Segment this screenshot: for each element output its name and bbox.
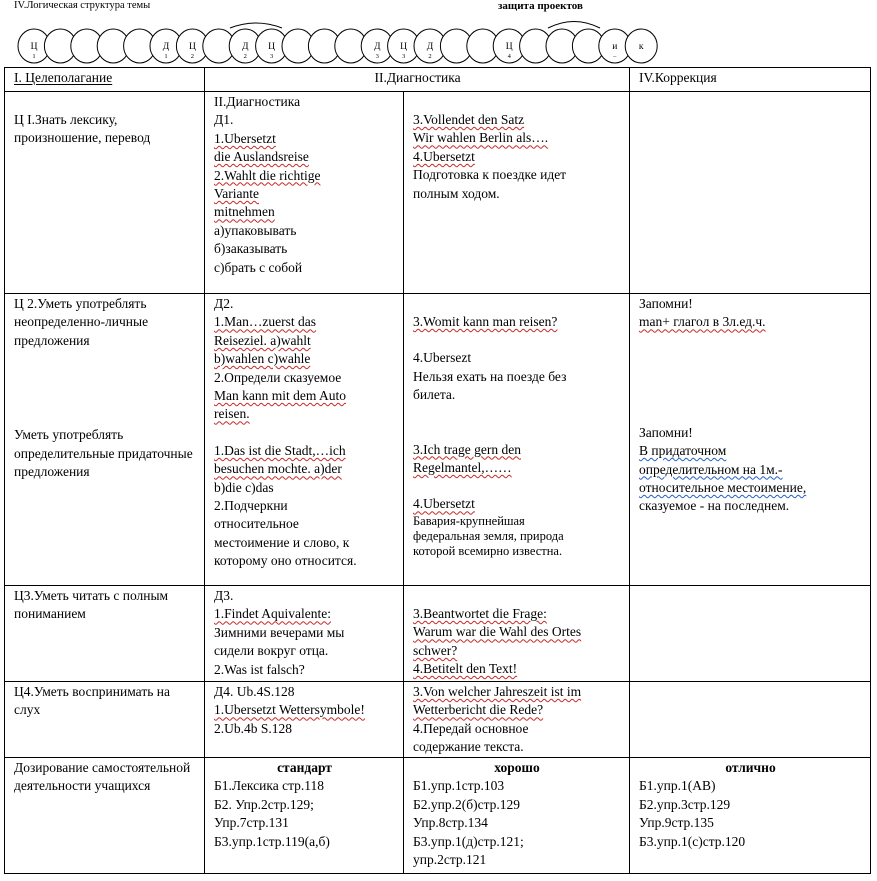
diag-line: 4.Ubersezt xyxy=(413,350,472,366)
diag-line: Д4. Ub.4S.128 xyxy=(214,684,295,699)
note-text: определительном на 1м.- xyxy=(639,461,783,477)
project-defense-label: защита проектов xyxy=(498,0,583,12)
diag-4a-cell xyxy=(205,682,404,758)
note-line: Запомни! xyxy=(639,424,693,440)
goal-2-text: Ц 2.Уметь употреблять неопределенно-личные предложения xyxy=(14,296,149,348)
diag-line: Подготовка к поездке идет xyxy=(413,167,567,183)
diag-line: b)die c)das xyxy=(214,479,274,495)
diag-line xyxy=(413,605,621,623)
diag-line: относительное xyxy=(214,516,299,532)
chain-node-label: Ц xyxy=(30,42,38,52)
dosage-cell xyxy=(5,758,205,874)
diag-line xyxy=(214,130,395,148)
diag-line: которой всемирно известна. xyxy=(413,543,563,558)
chain-node-subscript: 4 xyxy=(507,53,511,60)
task-line: Б2. Упр.2стр.129; xyxy=(214,796,314,812)
diag-text: Variante xyxy=(214,186,259,202)
goal-2-cell xyxy=(5,294,205,586)
goal-4-cell xyxy=(5,682,205,758)
diag-line: 2.Подчеркни xyxy=(214,498,288,514)
diag-1b-cell xyxy=(404,92,630,294)
chain-node-subscript: 1 xyxy=(164,53,168,60)
task-line: Б2.упр.3стр.129 xyxy=(639,796,731,812)
logic-chain-diagram xyxy=(0,0,877,72)
diag-3b-cell xyxy=(404,586,630,682)
task-line: Б1.упр.1(AB) xyxy=(639,778,716,794)
note-line: Запомни! xyxy=(639,296,693,311)
lesson-plan-table xyxy=(4,67,871,874)
diag-line xyxy=(214,203,395,221)
standard-cell xyxy=(205,758,404,874)
diag-4b-cell xyxy=(404,682,630,758)
diag-text: reisen. xyxy=(214,406,250,422)
chain-node-subscript: 2 xyxy=(243,53,247,60)
diag-text: 4.Ubersetzt xyxy=(413,148,475,164)
diag-line: 4.Передай основное xyxy=(413,720,529,736)
diag-line: Д1. xyxy=(214,112,234,128)
diag-text: 3.Ich trage gern den xyxy=(413,441,521,457)
diag-3a-cell xyxy=(205,586,404,682)
diag-line: Нельзя ехать на поезде без xyxy=(413,368,567,384)
task-line: Упр.9стр.135 xyxy=(639,815,714,831)
diag-text: schwer? xyxy=(413,642,458,658)
task-line: Б1.Лексика стр.118 xyxy=(214,778,325,794)
diag-line xyxy=(413,683,621,701)
note-text: относительное местоимение, xyxy=(639,480,807,496)
diag-2b-cell xyxy=(404,294,630,586)
row-goal-3 xyxy=(5,586,871,682)
diag-text: 3.Vollendet den Satz xyxy=(413,112,525,127)
goal-3-cell xyxy=(5,586,205,682)
diag-line: II.Диагностика xyxy=(214,94,301,109)
diag-line: 2.Ub.4b S.128 xyxy=(214,720,293,736)
diag-line: а)упаковывать xyxy=(214,222,297,238)
diag-text: 3.Beantwortet die Frage: xyxy=(413,606,547,621)
diag-line xyxy=(413,642,621,660)
diag-text: 2.Wahlt die richtige xyxy=(214,167,321,183)
correction-4-cell xyxy=(630,682,871,758)
diag-line xyxy=(413,111,621,129)
diag-line: федеральная земля, природа xyxy=(413,528,564,543)
task-line: Б3.упр.1стр.119(а,б) xyxy=(214,833,330,849)
diag-line xyxy=(214,332,395,350)
chain-arc xyxy=(548,22,600,29)
task-line: Упр.8стр.134 xyxy=(413,815,488,831)
diag-line xyxy=(214,350,395,368)
chain-node-label: Д xyxy=(373,42,381,52)
note-text: man+ глагол в 3л.ед.ч. xyxy=(639,314,766,330)
excellent-cell xyxy=(630,758,871,874)
row-goal-1 xyxy=(5,92,871,294)
note-line xyxy=(639,442,862,460)
note-text: В придаточном xyxy=(639,443,727,459)
diag-text: 1.Ubersetzt xyxy=(214,130,276,146)
diag-text: Wir wahlen Berlin als…. xyxy=(413,130,549,146)
diag-text: 3.Womit kann man reisen? xyxy=(413,314,558,329)
diag-line xyxy=(413,459,621,477)
diag-text: Warum war die Wahl des Ortes xyxy=(413,624,582,640)
diag-line xyxy=(413,441,621,459)
diag-line: б)заказывать xyxy=(214,241,288,257)
standard-title: стандарт xyxy=(277,760,332,775)
header-diagnostics: II.Диагностика xyxy=(205,68,630,92)
diag-line xyxy=(413,495,621,513)
chain-node-subscript: 3 xyxy=(269,53,274,60)
diag-line: которому оно относится. xyxy=(214,553,357,569)
chain-node-label: Д xyxy=(426,42,434,52)
diag-line: сидели вокруг отца. xyxy=(214,643,329,659)
chain-node-label: Д xyxy=(162,42,170,52)
diag-line xyxy=(214,313,395,331)
chain-node-label: Ц xyxy=(505,42,513,52)
diag-text: besuchen mochte. а)der xyxy=(214,461,342,477)
diag-line xyxy=(214,185,395,203)
diag-text: 4.Betitelt den Text! xyxy=(413,661,518,677)
diag-line: с)брать с собой xyxy=(214,259,303,275)
structure-title: IV.Логическая структура темы xyxy=(14,0,151,11)
diag-line: местоимение и слово, к xyxy=(214,534,350,550)
diag-text: mitnehmen xyxy=(214,204,275,220)
diag-line: билета. xyxy=(413,387,456,403)
note-line xyxy=(639,313,862,331)
goal-1-text: Ц I.Знать лексику, произношение, перевод xyxy=(14,112,151,146)
diag-line xyxy=(214,167,395,185)
diag-line: 2.Was ist falsch? xyxy=(214,661,305,677)
correction-3-cell xyxy=(630,586,871,682)
header-correction: IV.Коррекция xyxy=(630,68,871,92)
chain-node-label: Ц xyxy=(268,42,276,52)
correction-2-cell xyxy=(630,294,871,586)
diag-text: Reiseziel. а)wahlt xyxy=(214,332,311,348)
diag-line xyxy=(214,701,395,719)
diag-line xyxy=(413,313,621,331)
chain-node-label: к xyxy=(638,42,644,52)
diag-line: Д3. xyxy=(214,588,234,603)
diag-line xyxy=(214,405,395,423)
diag-text: die Auslandsreise xyxy=(214,149,309,165)
diag-line xyxy=(214,148,395,166)
row-dosage xyxy=(5,758,871,874)
diag-text: Man kann mit dem Auto xyxy=(214,388,346,404)
good-title: хорошо xyxy=(494,760,540,775)
dosage-text: Дозирование самостоятельной деятельности учащихся xyxy=(14,760,191,794)
row-goal-4 xyxy=(5,682,871,758)
chain-node-subscript: 2 xyxy=(190,53,195,60)
note-line xyxy=(639,479,862,497)
diag-text: 1.Das ist die Stadt,…ich xyxy=(214,442,346,458)
chain-node-subscript: 3 xyxy=(375,53,379,60)
diag-line xyxy=(413,129,621,147)
diag-line xyxy=(413,623,621,641)
chain-arc xyxy=(230,23,282,28)
diag-text: 3.Von welcher Jahreszeit ist im xyxy=(413,684,582,699)
diag-2a-cell xyxy=(205,294,404,586)
chain-node-subscript: – xyxy=(613,53,617,60)
task-line: Упр.7стр.131 xyxy=(214,815,289,831)
diag-line xyxy=(413,701,621,719)
task-line: Б1.упр.1стр.103 xyxy=(413,778,505,794)
chain-node-subscript: 1 xyxy=(32,53,36,60)
chain-node-subscript: 3 xyxy=(401,53,406,60)
task-line: упр.2стр.121 xyxy=(413,852,487,868)
diag-line xyxy=(413,148,621,166)
note-line: сказуемое - на последнем. xyxy=(639,498,790,514)
diag-text: 4.Ubersetzt xyxy=(413,496,475,512)
task-line: Б3.упр.1(с)стр.120 xyxy=(639,833,746,849)
diag-line: Зимними вечерами мы xyxy=(214,624,345,640)
row-goal-2 xyxy=(5,294,871,586)
diag-line xyxy=(214,387,395,405)
diag-line: полным ходом. xyxy=(413,185,500,201)
diag-1a-cell xyxy=(205,92,404,294)
diag-line xyxy=(214,605,395,623)
chain-node-label: Ц xyxy=(400,42,408,52)
task-line: Б3.упр.1(д)стр.121; xyxy=(413,833,524,849)
diag-line: содержание текста. xyxy=(413,739,524,755)
diag-line: Д2. xyxy=(214,296,234,311)
diag-line xyxy=(413,660,621,678)
header-goals: I. Целеполагание xyxy=(5,68,205,92)
diag-text: b)wahlen c)wahle xyxy=(214,351,311,367)
goal-4-text: Ц4.Уметь воспринимать на слух xyxy=(14,684,170,718)
excellent-title: отлично xyxy=(725,760,776,775)
chain-node-label: Ц xyxy=(188,42,196,52)
diag-line xyxy=(214,442,395,460)
header-row xyxy=(5,68,871,92)
diag-text: Wetterbericht die Rede? xyxy=(413,702,544,718)
chain-node-label: Д xyxy=(241,42,249,52)
task-line: Б2.упр.2(б)стр.129 xyxy=(413,796,521,812)
chain-node-subscript: 2 xyxy=(428,53,432,60)
diag-text: 1.Findet Aquivalente: xyxy=(214,606,331,622)
diag-line xyxy=(214,460,395,478)
correction-1-cell xyxy=(630,92,871,294)
diag-text: 1.Ubersetzt Wettersymbole! xyxy=(214,702,365,718)
good-cell xyxy=(404,758,630,874)
chain-node-label: и xyxy=(612,42,618,52)
diag-line: Бавария-крупнейшая xyxy=(413,513,525,528)
diag-text: 1.Man…zuerst das xyxy=(214,314,316,330)
goal-3-text: Ц3.Уметь читать с полным пониманием xyxy=(14,588,169,622)
goal-1-cell xyxy=(5,92,205,294)
diag-line: 2.Определи сказуемое xyxy=(214,369,342,385)
goal-2b-text: Уметь употреблять определительные придаточные предложения xyxy=(14,427,193,480)
note-line xyxy=(639,461,862,479)
diag-text: Regelmantel,…… xyxy=(413,460,512,476)
